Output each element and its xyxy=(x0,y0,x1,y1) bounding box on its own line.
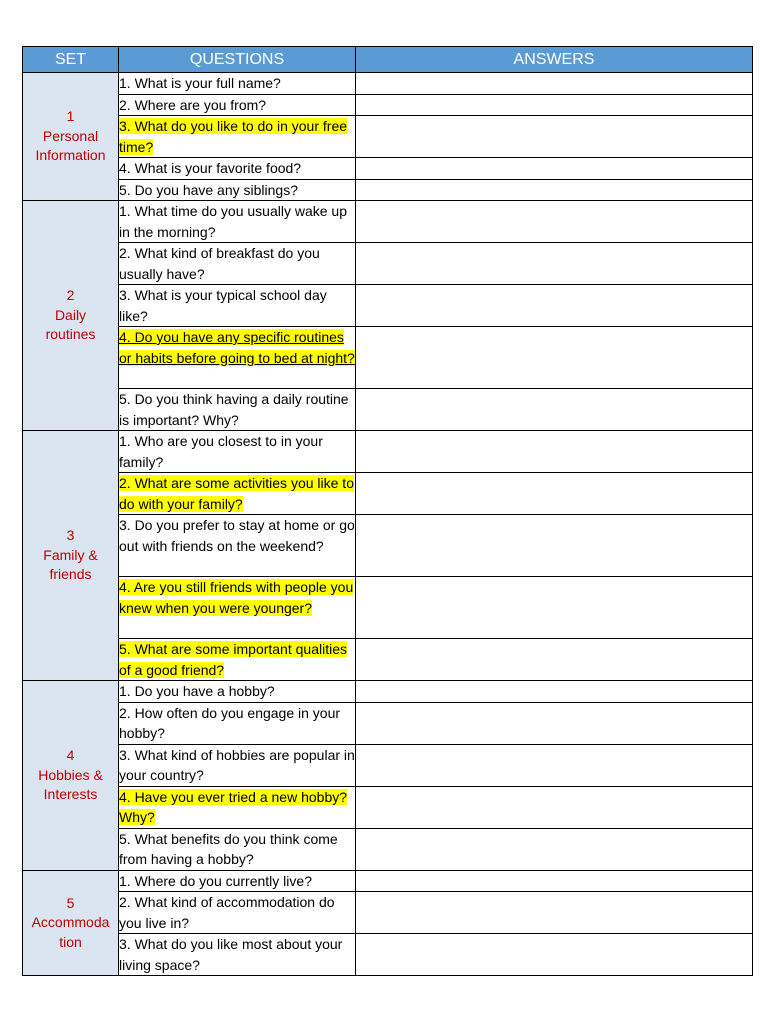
question-cell xyxy=(119,786,356,828)
answer-cell[interactable] xyxy=(356,179,753,201)
question-text: 3. What kind of hobbies are popular in your country? xyxy=(119,746,355,783)
answer-cell[interactable] xyxy=(356,934,753,976)
answer-cell[interactable] xyxy=(356,389,753,431)
question-text: 2. What kind of accommodation do you live in? xyxy=(119,894,335,931)
set-title-line: Interests xyxy=(43,786,98,802)
answer-cell[interactable] xyxy=(356,702,753,744)
answer-cell[interactable] xyxy=(356,515,753,577)
answer-cell[interactable] xyxy=(356,243,753,285)
question-text: 1. Do you have a hobby? xyxy=(119,683,275,699)
table-row xyxy=(23,892,753,934)
question-cell xyxy=(119,73,356,95)
table-row xyxy=(23,870,753,892)
question-cell xyxy=(119,639,356,681)
set-cell xyxy=(23,201,119,431)
question-cell xyxy=(119,473,356,515)
table-row xyxy=(23,243,753,285)
set-number: 5 xyxy=(66,894,75,911)
answer-cell[interactable] xyxy=(356,431,753,473)
set-title-line: Information xyxy=(35,147,106,164)
set-number: 3 xyxy=(66,527,75,544)
answer-cell[interactable] xyxy=(356,73,753,95)
question-cell xyxy=(119,201,356,243)
answer-cell[interactable] xyxy=(356,577,753,639)
question-text: 2. What kind of breakfast do you usually have? xyxy=(119,245,320,282)
answer-cell[interactable] xyxy=(356,94,753,116)
question-text: 2. How often do you engage in your hobby? xyxy=(119,704,341,741)
table-row xyxy=(23,934,753,976)
question-cell xyxy=(119,389,356,431)
question-cell xyxy=(119,934,356,976)
question-cell xyxy=(119,158,356,180)
set-cell xyxy=(23,870,119,976)
table-row xyxy=(23,744,753,786)
table-row xyxy=(23,327,753,389)
set-cell xyxy=(23,431,119,681)
answer-cell[interactable] xyxy=(356,327,753,389)
question-cell xyxy=(119,431,356,473)
question-cell xyxy=(119,577,356,639)
answer-cell[interactable] xyxy=(356,473,753,515)
answer-cell[interactable] xyxy=(356,285,753,327)
table-row xyxy=(23,285,753,327)
set-number: 2 xyxy=(66,287,75,304)
question-text: 5. What are some important qualities of a good friend? xyxy=(119,641,347,678)
answers-column-header: ANSWERS xyxy=(356,47,753,73)
table-row xyxy=(23,179,753,201)
answer-cell[interactable] xyxy=(356,116,753,158)
set-title-line: Daily xyxy=(54,306,87,323)
question-cell xyxy=(119,681,356,703)
question-text: 1. What time do you usually wake up in the morning? xyxy=(119,203,348,240)
question-cell xyxy=(119,94,356,116)
answer-cell[interactable] xyxy=(356,639,753,681)
question-cell xyxy=(119,702,356,744)
question-text: 4. Have you ever tried a new hobby? Why? xyxy=(119,788,348,825)
answer-cell[interactable] xyxy=(356,786,753,828)
set-title-line: friends xyxy=(49,566,92,583)
table-row xyxy=(23,158,753,180)
question-text: 5. Do you think having a daily routine is important? Why? xyxy=(119,391,349,428)
table-row xyxy=(23,201,753,243)
set-title-line: Personal xyxy=(42,127,99,144)
question-cell xyxy=(119,285,356,327)
answer-cell[interactable] xyxy=(356,201,753,243)
set-cell xyxy=(23,73,119,201)
questions-table xyxy=(22,46,753,976)
question-cell xyxy=(119,243,356,285)
table-row xyxy=(23,94,753,116)
table-row xyxy=(23,702,753,744)
set-column-header: SET xyxy=(23,47,119,73)
answer-cell[interactable] xyxy=(356,870,753,892)
set-title-line: Accommoda xyxy=(31,914,110,930)
table-row xyxy=(23,73,753,95)
question-text: 4. Are you still friends with people you knew when you were younger? xyxy=(119,579,354,616)
set-cell xyxy=(23,681,119,871)
question-text: 5. Do you have any siblings? xyxy=(119,181,298,198)
question-cell xyxy=(119,116,356,158)
set-title-line: Hobbies & xyxy=(38,766,103,783)
question-cell xyxy=(119,515,356,577)
table-row xyxy=(23,431,753,473)
table-row xyxy=(23,515,753,577)
question-cell xyxy=(119,179,356,201)
set-title-line: routines xyxy=(45,326,96,343)
answer-cell[interactable] xyxy=(356,892,753,934)
answer-cell[interactable] xyxy=(356,828,753,870)
set-number: 4 xyxy=(66,747,75,763)
question-text: 3. What is your typical school day like? xyxy=(119,287,327,324)
set-title-line: Family & xyxy=(43,546,98,563)
question-text: 3. What do you like most about your living space? xyxy=(119,936,343,973)
table-row xyxy=(23,116,753,158)
header-row xyxy=(23,47,753,73)
question-text: 1. What is your full name? xyxy=(119,75,281,91)
table-row xyxy=(23,681,753,703)
table-row xyxy=(23,828,753,870)
question-text: 4. Do you have any specific routines or habits before going to bed at night? xyxy=(119,329,355,366)
answer-cell[interactable] xyxy=(356,158,753,180)
question-text: 5. What benefits do you think come from having a hobby? xyxy=(119,830,338,867)
table-row xyxy=(23,473,753,515)
set-number: 1 xyxy=(66,108,75,125)
question-text: 3. What do you like to do in your free time? xyxy=(119,118,348,155)
table-row xyxy=(23,577,753,639)
question-text: 3. Do you prefer to stay at home or go out with friends on the weekend? xyxy=(119,517,355,554)
set-title-line: tion xyxy=(59,933,82,950)
question-cell xyxy=(119,892,356,934)
question-text: 2. What are some activities you like to do with your family? xyxy=(119,475,354,512)
table-row xyxy=(23,639,753,681)
question-text: 4. What is your favorite food? xyxy=(119,160,302,176)
question-text: 2. Where are you from? xyxy=(119,96,267,113)
question-text: 1. Where do you currently live? xyxy=(119,872,312,889)
question-cell xyxy=(119,744,356,786)
question-text: 1. Who are you closest to in your family? xyxy=(119,433,323,470)
table-row xyxy=(23,786,753,828)
questions-column-header: QUESTIONS xyxy=(119,47,356,73)
question-cell xyxy=(119,870,356,892)
question-cell xyxy=(119,828,356,870)
question-cell xyxy=(119,327,356,389)
table-row xyxy=(23,389,753,431)
answer-cell[interactable] xyxy=(356,744,753,786)
answer-cell[interactable] xyxy=(356,681,753,703)
table-body xyxy=(23,73,753,976)
